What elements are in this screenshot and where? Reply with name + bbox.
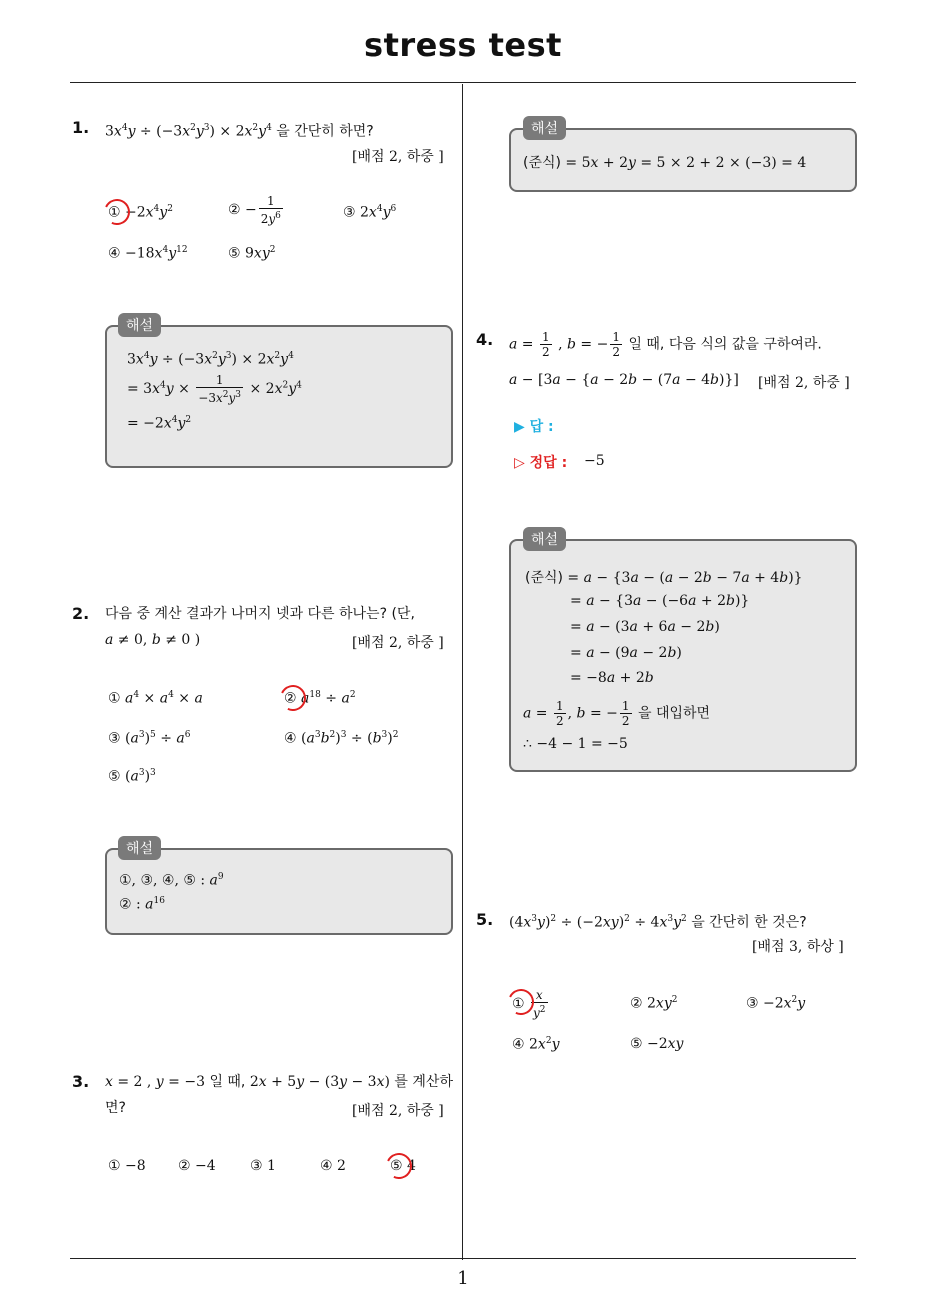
question-5-text: $(4x^3y)^2 \div (-2xy)^2 \div 4x^3y^2$ 을 간단히 한 것은? [509,914,807,931]
q2-choice-3[interactable]: ③ $(a^3)^5 \div a^6$ [108,730,191,747]
q1-solution-box [105,325,453,468]
correct-answer-label: ▷ 정답 : [514,455,568,471]
q4-solution-line-4: = a − (9a − 2b) [570,645,682,661]
q4-solution-line-1: (준식) = a − {3a − (a − 2b − 7a + 4b)} [525,570,803,586]
q1-choice-3[interactable]: ③ $2x^4y^6$ [343,204,397,221]
q1-solution-line-3: = $-2x^4y^2$ [127,415,192,432]
question-2-meta: [배점 2, 하중 ] [352,635,444,651]
q1-choice-4[interactable]: ④ $-18x^4y^{12}$ [108,245,188,262]
q3-choice-4[interactable]: ④ 2 [320,1158,346,1174]
question-1-number: 1. [72,118,90,137]
q2-choice-1[interactable]: ① $a^4 \times a^4 \times a$ [108,690,203,707]
question-4-number: 4. [476,330,494,349]
q2-solution-box [105,848,453,935]
question-3-number: 3. [72,1072,90,1091]
q5-choice-4[interactable]: ④ $2x^2y$ [512,1036,560,1053]
question-5-number: 5. [476,910,494,929]
answer-label: ▶ 답 : [514,419,554,435]
q5-choice-1[interactable]: ① $\frac{x}{y^2}$ [512,988,546,1020]
q3-solution-tag: 해설 [523,116,566,140]
q2-solution-tag: 해설 [118,836,161,860]
page-number: 1 [457,1268,469,1289]
q4-solution-line-6: a = $\frac{1}{2}$ , b = − $\frac{1}{2}$ 을 대입하면 [523,699,711,728]
page-title: stress test [364,26,562,64]
answer-mark-circle [382,1149,415,1182]
q2-solution-line-2: ② : $a^{16}$ [119,896,165,913]
q2-choice-4[interactable]: ④ $(a^3b^2)^3 \div (b^3)^2$ [284,730,399,747]
question-3-text: x = 2 , y = −3 일 때, 2x + 5y − (3y − 3x) 를 계산하 [105,1074,453,1090]
q5-choice-5[interactable]: ⑤ −2xy [630,1036,684,1052]
question-3-meta: [배점 2, 하중 ] [352,1103,444,1119]
question-3-text-cont: 면? [105,1100,126,1116]
q4-solution-line-2: = a − {3a − (−6a + 2b)} [570,593,750,609]
question-4-expression: a − [3a − {a − 2b − (7a − 4b)}] [509,372,739,388]
q4-solution-box [509,539,857,772]
q2-solution-line-1: ①, ③, ④, ⑤ : $a^9$ [119,872,224,889]
q2-choice-5[interactable]: ⑤ $(a^3)^3$ [108,768,156,785]
question-1-text: $3x^4y \div (-3x^2y^3) \times 2x^2y^4$ 을 간단히 하면? [105,123,374,140]
q1-solution-tag: 해설 [118,313,161,337]
q3-choice-3[interactable]: ③ 1 [250,1158,276,1174]
correct-answer-value: −5 [584,453,605,469]
question-4-meta: [배점 2, 하중 ] [758,375,850,391]
q1-choice-1[interactable]: ① $-2x^4y^2$ [108,204,173,221]
q4-solution-tag: 해설 [523,527,566,551]
q3-choice-1[interactable]: ① −8 [108,1158,146,1174]
footer-rule [70,1258,856,1259]
question-5-meta: [배점 3, 하상 ] [752,939,844,955]
q1-solution-line-2: = $3x^4y$ × $\frac{1}{-3x^2y^3}$ × $2x^2y^4$ [127,373,302,405]
q1-choice-2[interactable]: ② − $\frac{1}{2y^6}$ [228,194,281,226]
q1-choice-5[interactable]: ⑤ $9xy^2$ [228,245,276,262]
header-rule [70,82,856,83]
question-2-number: 2. [72,604,90,623]
question-4-text: a = $\frac{1}{2}$ , b = − $\frac{1}{2}$ 일 때, 다음 식의 값을 구하여라. [509,330,822,359]
q5-choice-3[interactable]: ③ $-2x^2y$ [746,995,806,1012]
q4-solution-line-3: = a − (3a + 6a − 2b) [570,619,720,635]
q1-solution-line-1: $3x^4y \div (-3x^2y^3) \times 2x^2y^4$ [127,351,294,368]
question-1-meta: [배점 2, 하중 ] [352,149,444,165]
answer-mark-circle [100,195,133,228]
answer-mark-circle [276,681,309,714]
q4-solution-line-7: ∴ −4 − 1 = −5 [523,736,628,752]
question-2-text: 다음 중 계산 결과가 나머지 넷과 다른 하나는? (단, [105,606,415,622]
question-2-condition: a ≠ 0, b ≠ 0 ) [105,632,201,648]
q3-solution-line-1: (준식) = 5x + 2y = 5 × 2 + 2 × (−3) = 4 [523,155,807,171]
q2-choice-2[interactable]: ② $a^{18} \div a^2$ [284,690,356,707]
q5-choice-2[interactable]: ② $2xy^2$ [630,995,678,1012]
q4-solution-line-5: = −8a + 2b [570,670,654,686]
q3-choice-2[interactable]: ② −4 [178,1158,216,1174]
column-divider [462,84,463,1260]
q3-choice-5[interactable]: ⑤ 4 [390,1158,416,1174]
